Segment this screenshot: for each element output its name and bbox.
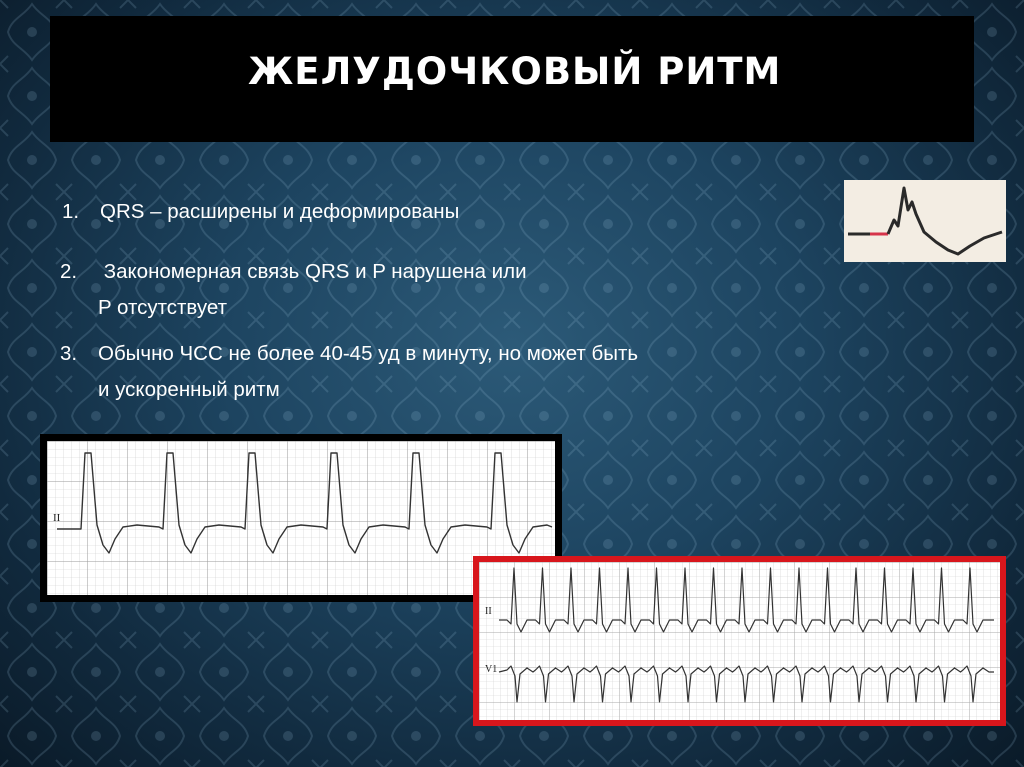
qrs-complex-image <box>844 180 1006 262</box>
list-text-continued: и ускоренный ритм <box>98 378 280 401</box>
list-number: 2. <box>60 260 78 283</box>
slide-title: ЖЕЛУДОЧКОВЫЙ РИТМ <box>248 50 782 93</box>
list-text: Обычно ЧСС не более 40-45 уд в минуту, но может быть <box>98 342 639 365</box>
lead-label: V1 <box>485 664 498 675</box>
ecg-strip-2-graph <box>479 562 1000 720</box>
qrs-waveform <box>844 180 1006 262</box>
list-text: QRS – расширены и деформированы <box>100 200 460 223</box>
lead-label: II <box>485 606 492 617</box>
list-text-continued: P отсутствует <box>98 296 227 319</box>
list-number: 1. <box>62 200 80 223</box>
list-text: Закономерная связь QRS и P нарушена или <box>98 260 527 283</box>
ecg-strip-accelerated <box>473 556 1006 726</box>
list-number: 3. <box>60 342 78 365</box>
lead-label: II <box>53 512 61 524</box>
